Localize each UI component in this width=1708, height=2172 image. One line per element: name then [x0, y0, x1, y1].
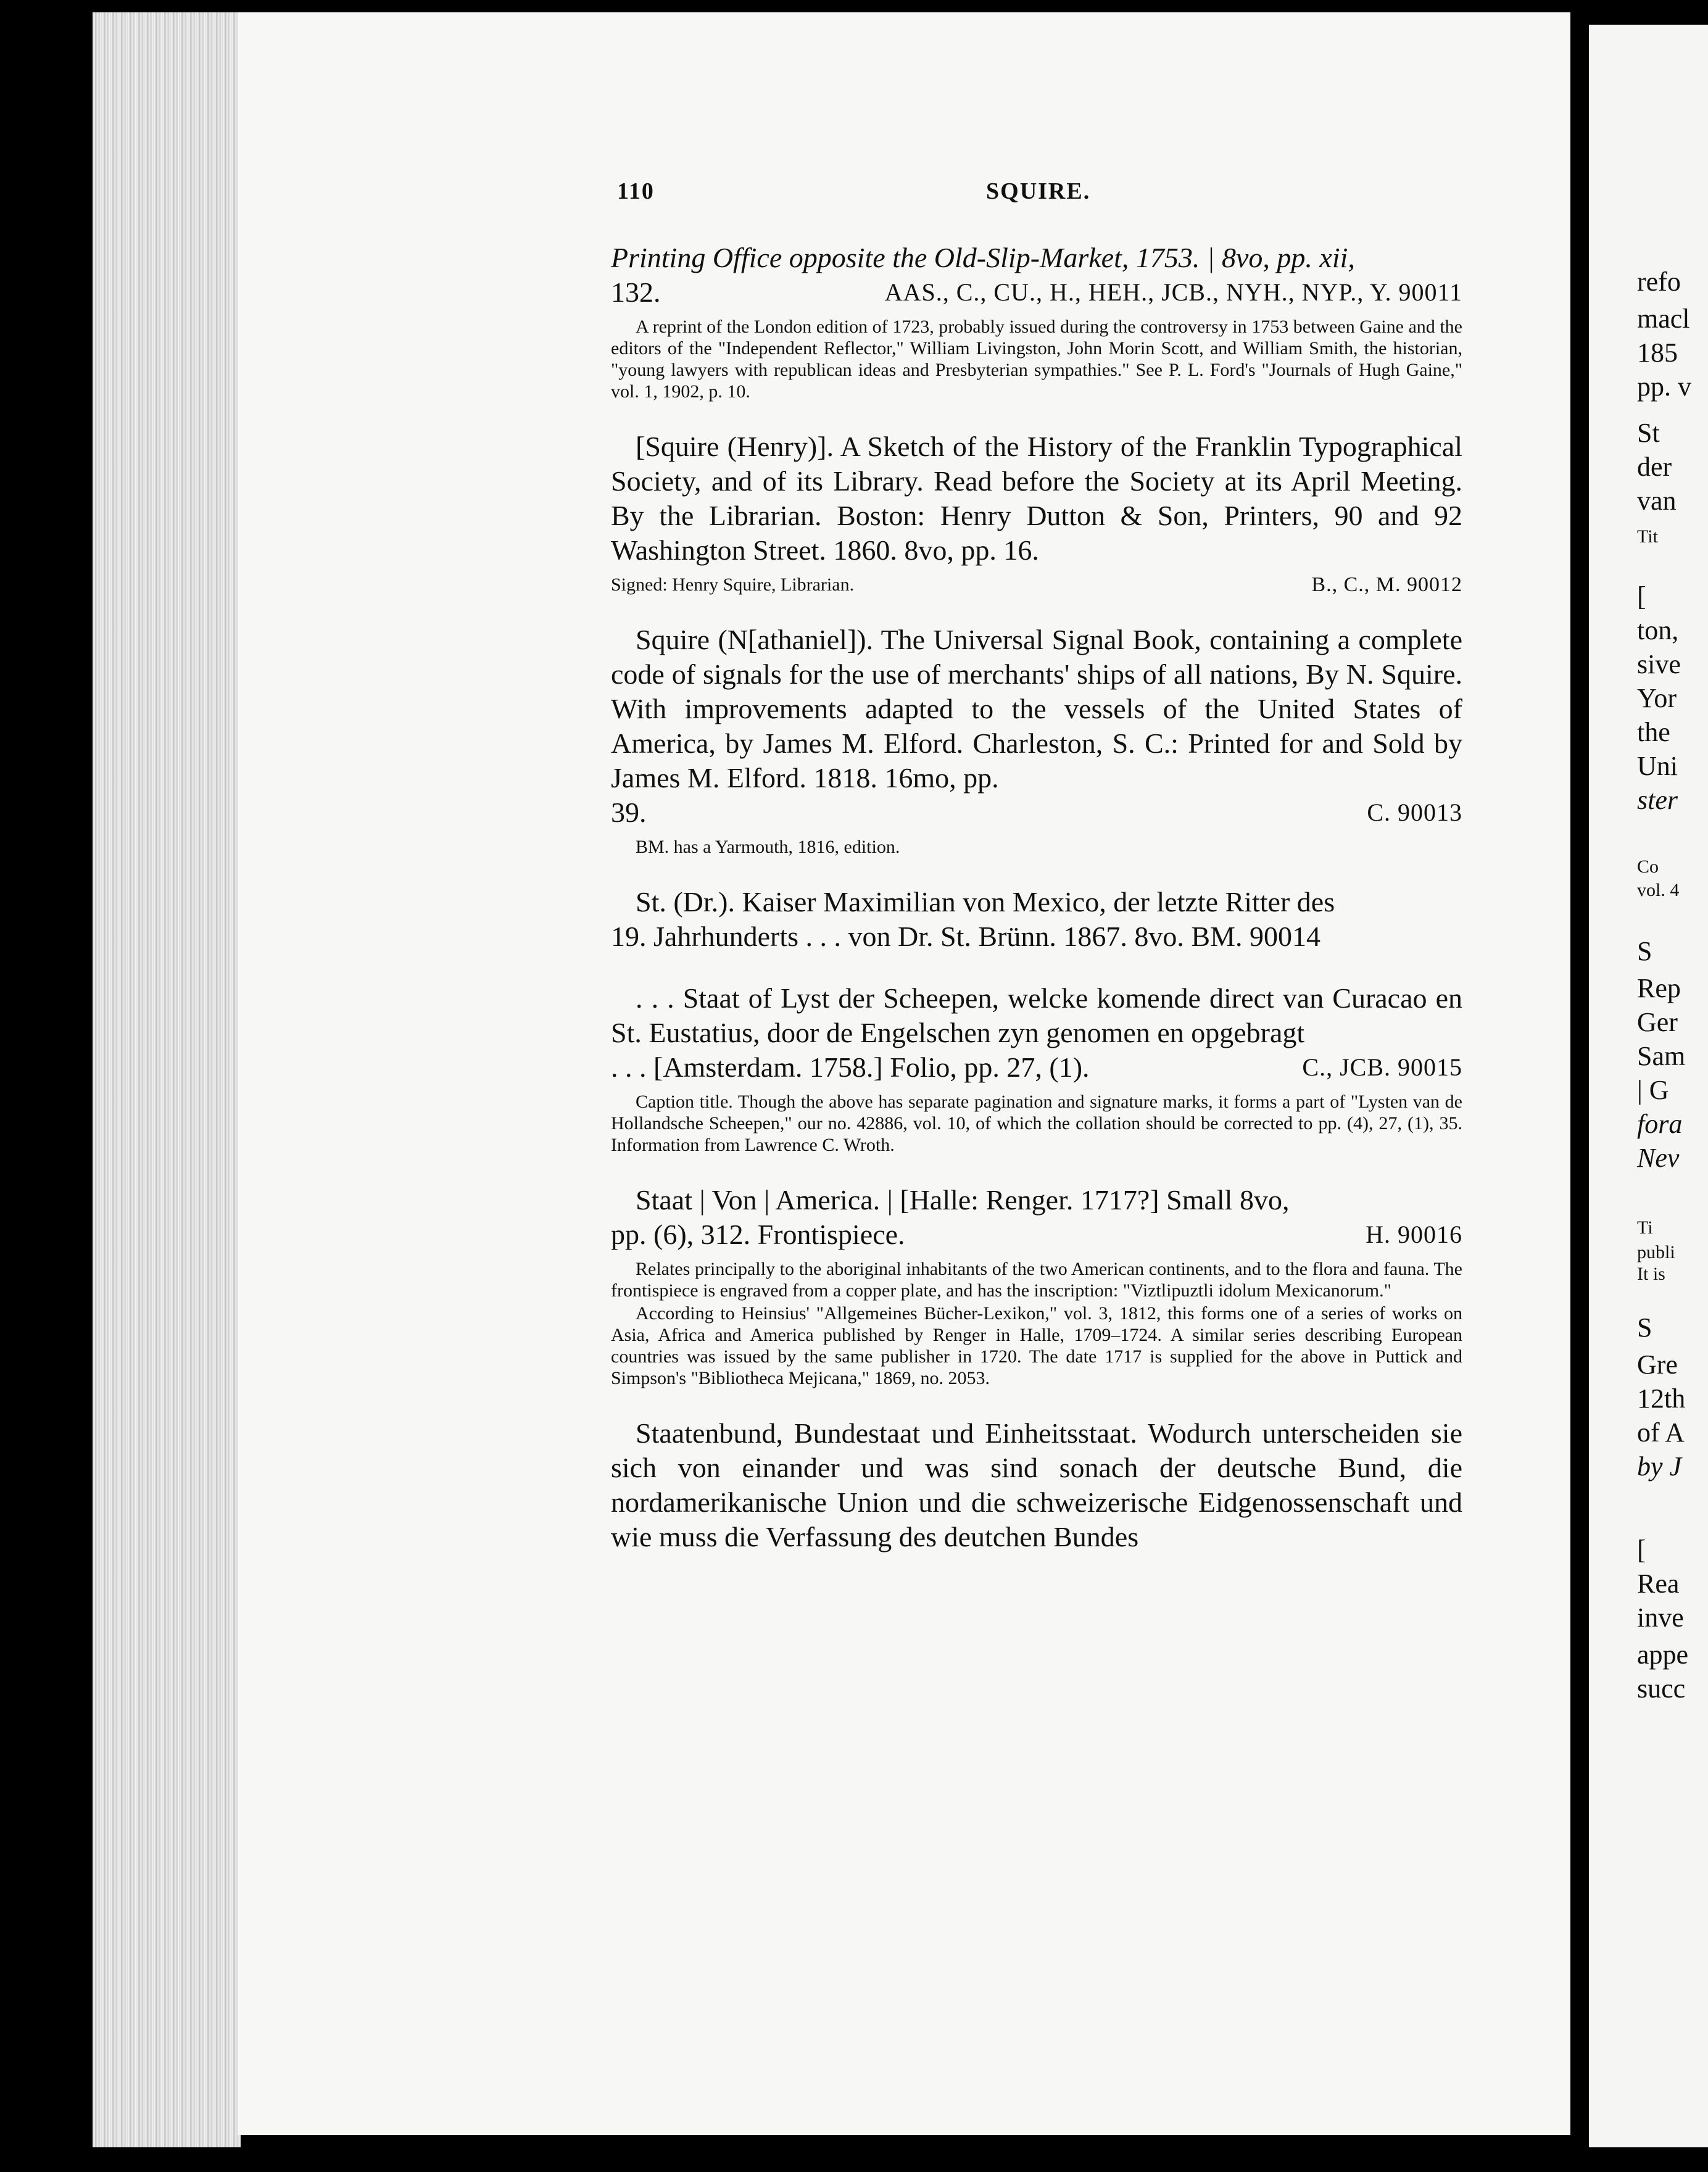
right-page-fragment: S [1637, 936, 1652, 966]
right-page [1589, 25, 1708, 2147]
entry-text: 132. [611, 276, 661, 308]
right-page-fragment: sive [1637, 649, 1681, 679]
entry-line [611, 1217, 1462, 1252]
entry-text: pp. (6), 312. Frontispiece. [611, 1219, 905, 1250]
right-page-fragment: Sam [1637, 1041, 1686, 1071]
note-text: Signed: Henry Squire, Librarian. [611, 574, 855, 595]
book-gutter [1570, 0, 1589, 2172]
right-page-fragment: Co [1637, 856, 1659, 877]
right-page-fragment: ster [1637, 785, 1678, 815]
right-page-fragment: Ger [1637, 1007, 1678, 1037]
right-page-fragment: S [1637, 1312, 1652, 1343]
entry-line [611, 1050, 1462, 1085]
entry-note: BM. has a Yarmouth, 1816, edition. [636, 837, 900, 857]
entry-90015 [611, 981, 1462, 1156]
entry-line: Staat | Von | America. | [Halle: Renger. 1717?] Small 8vo, [636, 1184, 1290, 1216]
entry-note: Relates principally to the aboriginal inhabitants of the two American continents, and to the flora and fauna. The frontispiece is engraved from a copper plate, and has the inscription: "Viztlipuztli idolum Mexicanorum." [611, 1259, 1462, 1301]
library-reference: AAS., C., CU., H., HEH., JCB., NYH., NYP., Y. 90011 [884, 278, 1462, 306]
right-page-fragment: ton, [1637, 615, 1679, 645]
entry-line: St. (Dr.). Kaiser Maximilian von Mexico, der letzte Ritter des [636, 886, 1335, 918]
right-page-fragment: the [1637, 717, 1670, 747]
right-page-fragment: pp. v [1637, 371, 1691, 402]
entry-line: Printing Office opposite the Old-Slip-Market, 1753. | 8vo, pp. xii, [611, 242, 1355, 273]
right-page-fragment: inve [1637, 1602, 1684, 1633]
right-page-fragment: It is [1637, 1264, 1665, 1284]
right-page-fragment: Rea [1637, 1569, 1680, 1599]
entry-text: Squire (N[athaniel]). The Universal Signal Book, containing a complete code of signals for the use of merchants' ships of all nations, By N. Squire. With improvements adapted to the vessels of the United States of America, by James M. Elford. Charleston, S. C.: Printed for and Sold by James M. Elford. 1818. 16mo, pp. [611, 624, 1462, 794]
entry-line: . . . Staat of Lyst der Scheepen, welcke komende direct van Curacao en St. Eustatius, door de Engelschen zyn genomen en opgebragt [611, 982, 1462, 1048]
right-page-fragment: 185 [1637, 338, 1678, 368]
right-page-fragment: der [1637, 452, 1672, 482]
right-page-fragment: Uni [1637, 751, 1678, 781]
entry-90016 [611, 1183, 1462, 1389]
right-page-fragment: macl [1637, 304, 1690, 334]
right-page-fragment: van [1637, 486, 1677, 516]
right-page-fragment: by J [1637, 1451, 1682, 1482]
entry-text: Staatenbund, Bundestaat und Einheitsstaat. Wodurch unterscheiden sie sich von einander und was sind sonach der deutsche Bund, die nordamerikanische Union und die schweizerische Eidgenossenschaft und wie muss die Verfassung des deutchen Bundes [611, 1417, 1462, 1552]
library-reference: C. 90013 [1367, 798, 1462, 826]
page-edges [93, 12, 241, 2147]
library-reference: H. 90016 [1366, 1221, 1462, 1248]
entry-90012 [611, 429, 1462, 595]
right-page-fragment: vol. 4 [1637, 880, 1680, 900]
right-page-fragment: [ [1637, 581, 1646, 611]
entry-note [611, 574, 1462, 595]
entry-line [611, 795, 1462, 830]
right-page-fragment: | G [1637, 1075, 1669, 1105]
running-title: SQUIRE. [986, 178, 1091, 204]
right-page-fragment: Tit [1637, 526, 1658, 547]
entry-note: A reprint of the London edition of 1723, probably issued during the controversy in 1753 between Gaine and the editors of the "Independent Reflector," William Livingston, John Morin Scott, and William Smith, the historian, "young lawyers with republican ideas and Presbyterian sympathies." See P. L. Ford's "Journals of Hugh Gaine," vol. 1, 1902, p. 10. [611, 317, 1462, 402]
right-page-fragment: of A [1637, 1417, 1685, 1448]
right-page-fragment: Yor [1637, 683, 1677, 713]
page-content [611, 241, 1462, 1554]
entry-staatenbund [611, 1416, 1462, 1554]
right-page-fragment: Rep [1637, 973, 1681, 1003]
right-page-fragment: Nev [1637, 1143, 1680, 1173]
right-page-fragment: refo [1637, 267, 1681, 297]
right-page-fragment: Gre [1637, 1349, 1678, 1380]
library-reference: B., C., M. 90012 [1311, 573, 1462, 596]
right-page-fragment: appe [1637, 1639, 1689, 1670]
entry-text: . . . [Amsterdam. 1758.] Folio, pp. 27, (1). [611, 1051, 1090, 1083]
entry-text: 39. [611, 797, 647, 828]
page-number: 110 [617, 178, 655, 204]
entry-text: [Squire (Henry)]. A Sketch of the History of the Franklin Typographical Society, and of its Library. Read before the Society at its April Meeting. By the Librarian. Boston: Henry Dutton & Son, Printers, 90 and 92 Washington Street. 1860. 8vo, pp. 16. [611, 431, 1462, 566]
right-page-fragment: [ [1637, 1535, 1646, 1565]
entry-90014 [611, 885, 1462, 954]
library-reference: C., JCB. 90015 [1302, 1053, 1462, 1081]
entry-90013 [611, 623, 1462, 858]
right-page-fragment: Ti [1637, 1217, 1653, 1238]
right-page-fragment: succ [1637, 1673, 1686, 1704]
entry-90011 [611, 241, 1462, 402]
entry-note: According to Heinsius' "Allgemeines Bücher-Lexikon," vol. 3, 1812, this forms one of a series of works on Asia, Africa and America published by Renger in Halle, 1709–1724. A similar series describing European countries was issued by the same publisher in 1720. The date 1717 is supplied for the above in Puttick and Simpson's "Bibliotheca Mejicana," 1869, no. 2053. [611, 1303, 1462, 1388]
right-page-fragment: 12th [1637, 1383, 1686, 1414]
entry-note: Caption title. Though the above has separate pagination and signature marks, it forms a part of "Lysten van de Hollandsche Scheepen," our no. 42886, vol. 10, of which the collation should be corrected to pp. (4), 27, (1), 35. Information from Lawrence C. Wroth. [611, 1092, 1462, 1155]
entry-line: 19. Jahrhunderts . . . von Dr. St. Brünn. 1867. 8vo. BM. 90014 [611, 921, 1320, 952]
right-page-fragment: publi [1637, 1242, 1675, 1262]
right-page-fragment: fora [1637, 1109, 1683, 1139]
right-page-fragment: St [1637, 418, 1660, 448]
entry-line [611, 275, 1462, 310]
